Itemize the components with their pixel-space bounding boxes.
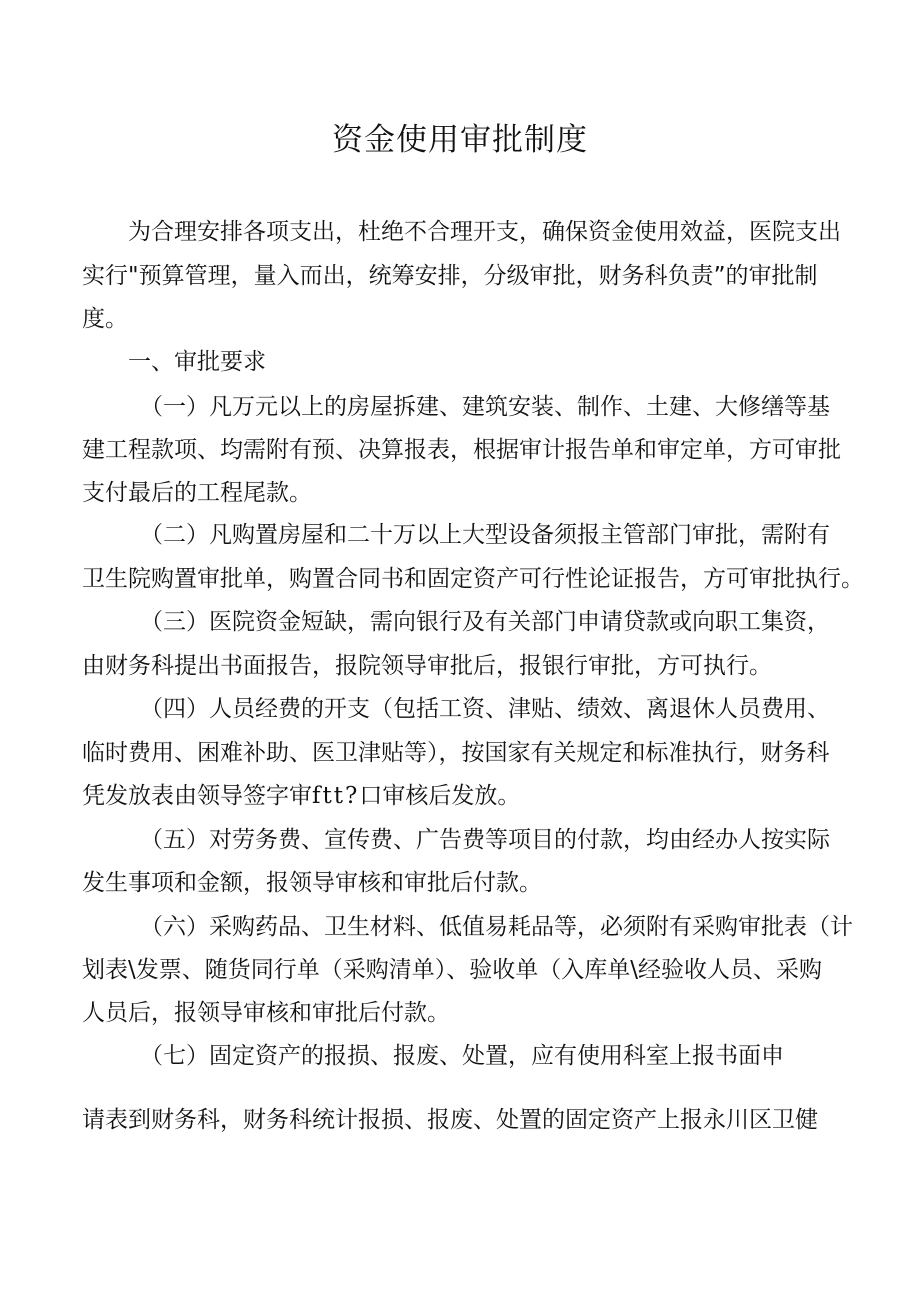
intro-line-1: 为合理安排各项支出，杜绝不合理开支，确保资金使用效益，医院支出 xyxy=(128,219,841,245)
item-3-line-1: （三）医院资金短缺，需向银行及有关部门申请贷款或向职工集资， xyxy=(140,609,830,635)
item-7-line-2: 请表到财务科，财务科统计报损、报废、处置的固定资产上报永川区卫健 xyxy=(82,1107,818,1133)
item-4-line-3-part-a: 凭发放表由领导签字审 xyxy=(82,783,312,809)
item-5-line-1: （五）对劳务费、宣传费、广告费等项目的付款，均由经办人按实际 xyxy=(140,827,830,853)
item-6-line-3: 人员后，报领导审核和审批后付款。 xyxy=(82,1000,450,1026)
item-3-line-2: 由财务科提出书面报告，报院领导审批后，报银行审批，方可执行。 xyxy=(82,653,772,679)
item-1-line-3: 支付最后的工程尾款。 xyxy=(82,480,312,506)
item-1-line-2: 建工程款项、均需附有预、决算报表，根据审计报告单和审定单，方可审批 xyxy=(82,437,841,463)
intro-line-2: 实行"预算管理，量入而出，统筹安排，分级审批，财务科负责”的审批制 xyxy=(82,263,818,289)
item-4-line-3-part-c: 口审核后发放。 xyxy=(359,783,521,809)
document-title: 资金使用审批制度 xyxy=(332,122,588,158)
item-6-line-2: 划表\发票、随货同行单（采购清单）、验收单（入库单\经验收人员、采购 xyxy=(82,957,822,983)
item-4-line-2: 临时费用、困难补助、医卫津贴等），按国家有关规定和标准执行，财务科 xyxy=(82,740,830,766)
item-5-line-2: 发生事项和金额，报领导审核和审批后付款。 xyxy=(82,870,542,896)
item-2-line-1: （二）凡购置房屋和二十万以上大型设备须报主管部门审批，需附有 xyxy=(140,522,830,548)
intro-line-3: 度。 xyxy=(82,306,128,332)
item-2-line-2: 卫生院购置审批单，购置合同书和固定资产可行性论证报告，方可审批执行。 xyxy=(82,566,864,592)
item-4-line-3 xyxy=(82,781,520,811)
item-4-line-3-garbled: ftt? xyxy=(312,783,360,809)
item-6-line-1: （六）采购药品、卫生材料、低值易耗品等，必须附有采购审批表（计 xyxy=(140,914,853,940)
section-heading: 一、审批要求 xyxy=(128,349,266,375)
item-7-line-1: （七）固定资产的报损、报废、处置，应有使用科室上报书面申 xyxy=(140,1043,784,1069)
item-4-line-1: （四）人员经费的开支（包括工资、津贴、绩效、离退休人员费用、 xyxy=(140,696,830,722)
item-1-line-1: （一）凡万元以上的房屋拆建、建筑安装、制作、土建、大修缮等基 xyxy=(140,394,830,420)
